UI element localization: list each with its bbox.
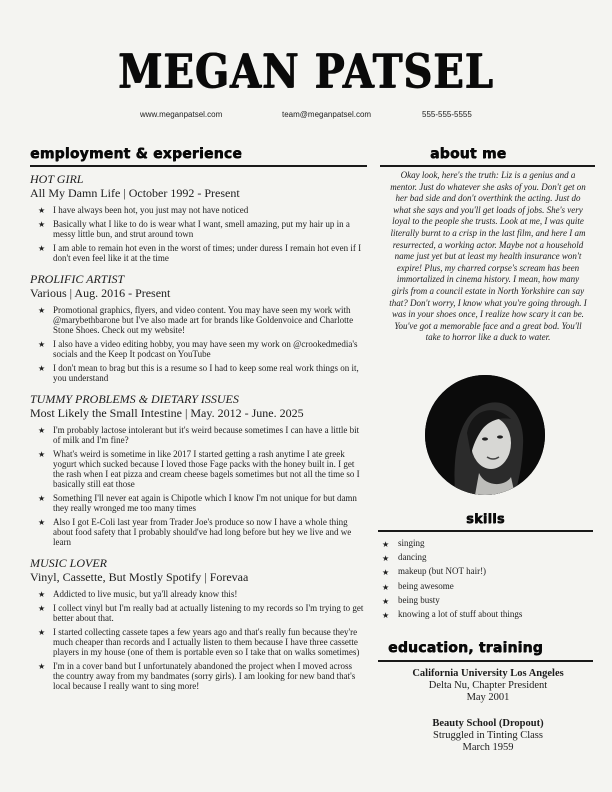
education-detail: Delta Nu, Chapter President	[428, 680, 548, 691]
star-icon: ★	[38, 244, 46, 253]
job-subtitle: Most Likely the Small Intestine | May. 2012 - June. 2025	[30, 406, 304, 420]
job-entry	[30, 556, 365, 691]
skill-text: makeup (but NOT hair!)	[398, 566, 487, 577]
skill-text: being awesome	[398, 580, 454, 591]
bullet-item	[30, 493, 365, 513]
skills-list	[380, 536, 600, 621]
bullet-item	[30, 589, 365, 599]
job-title: TUMMY PROBLEMS & DIETARY ISSUES	[30, 392, 239, 406]
job-entry	[30, 272, 365, 383]
bullet-item	[30, 603, 365, 623]
bullet-item	[30, 339, 365, 359]
job-bullets	[30, 205, 365, 263]
skill-item	[380, 550, 600, 564]
skill-item	[380, 564, 600, 578]
bullet-text: I collect vinyl but I'm really bad at actually listening to my records so I'm trying to get better about that.	[53, 603, 364, 623]
job-entry	[30, 172, 365, 263]
skill-text: knowing a lot of stuff about things	[398, 609, 523, 620]
skill-text: singing	[398, 538, 425, 548]
star-icon: ★	[382, 582, 390, 592]
bullet-text: I am able to remain hot even in the worst of times; under duress I remain hot even if I don't even feel like it at the time	[53, 243, 362, 263]
job-subtitle: All My Damn Life | October 1992 - Present	[30, 186, 240, 200]
employment-section	[30, 172, 365, 700]
star-icon: ★	[38, 450, 46, 459]
employment-rule	[30, 165, 367, 167]
bullet-item	[30, 363, 365, 383]
job-bullets	[30, 589, 365, 691]
resume-name: MEGAN PATSEL	[118, 44, 494, 100]
about-text: Okay look, here's the truth: Liz is a genius and a mentor. Just do whatever she asks of you. Don't get on her bad side and don't overthink the acting. Just do what she says and you'll get loads of jobs. She's very loyal to the people she trusts. Look at me, I was quite literally burnt to a crisp in the last film, and here I am resurrected, a working actor. Maybe not a household name just yet but at least my health insurance won't expire! Plus, my charred corpse's scream has been immortalized in cinema history. I mean, how many girls from a council estate in North Yorkshire can say that? Don't worry, I know what you're going through. I was in your shoes once, I realize how scary it can be. You've got a memorable face and a great bod. You'll take to horror like a duck to water.	[389, 170, 587, 343]
star-icon: ★	[382, 611, 390, 621]
bullet-item	[30, 305, 365, 335]
job-title: PROLIFIC ARTIST	[30, 272, 125, 286]
star-icon: ★	[382, 596, 390, 606]
star-icon: ★	[38, 206, 46, 215]
bullet-text: I'm in a cover band but I unfortunately abandoned the project when I moved across the country away from my bandmates (sorry girls). I am looking for new band that's local because I really want to sing more!	[53, 661, 356, 691]
about-rule	[380, 165, 595, 167]
education-heading: education, training	[388, 640, 543, 656]
star-icon: ★	[38, 628, 46, 637]
star-icon: ★	[382, 568, 390, 578]
job-bullets	[30, 425, 365, 547]
education-school: California University Los Angeles	[412, 668, 564, 679]
star-icon: ★	[38, 426, 46, 435]
bullet-text: Basically what I like to do is wear what I want, smell amazing, put my hair up in a messy little bun, and strut around town	[53, 219, 350, 239]
education-entry	[378, 718, 598, 754]
contact-email: team@meganpatsel.com	[282, 110, 372, 119]
about-heading: about me	[430, 146, 507, 162]
star-icon: ★	[382, 554, 390, 564]
bullet-text: I'm probably lactose intolerant but it's weird because sometimes I can have a little bit of milk and I'm fine?	[53, 425, 360, 445]
skills-rule	[378, 530, 593, 532]
bullet-item	[30, 243, 365, 263]
bullet-text: I started collecting cassete tapes a few years ago and that's really fun because they're much cheaper than records and I actually listen to them because I have three cassette players in my house (one of them is portable even so I take that on walks sometimes)	[53, 627, 360, 657]
job-title: MUSIC LOVER	[30, 556, 107, 570]
portrait-icon	[425, 375, 545, 495]
skill-item	[380, 536, 600, 550]
job-title: HOT GIRL	[30, 172, 84, 186]
star-icon: ★	[38, 590, 46, 599]
bullet-text: Promotional graphics, flyers, and video content. You may have seen my work with @marybethbarone but I've also made art for brands like Goldenvoice and Charlotte Stone Shoes. Check out my website!	[53, 305, 354, 335]
education-entry	[378, 668, 598, 704]
star-icon: ★	[38, 662, 46, 671]
skill-item	[380, 593, 600, 607]
bullet-item	[30, 219, 365, 239]
employment-heading: employment & experience	[30, 146, 242, 162]
skill-item	[380, 607, 600, 621]
star-icon: ★	[38, 364, 46, 373]
education-rule	[378, 660, 593, 662]
job-subtitle: Vinyl, Cassette, But Mostly Spotify | Forevaa	[30, 570, 249, 584]
skill-item	[380, 579, 600, 593]
job-entry	[30, 392, 365, 547]
bullet-text: Also I got E-Coli last year from Trader Joe's produce so now I have a whole thing about food safety that I probably should've had long before but hey we live and we learn	[53, 517, 352, 547]
bullet-text: What's weird is sometime in like 2017 I started getting a rash anytime I ate greek yogurt which sucked because I loved those Fage packs with the honey built in. I get the rash when I eat pizza and cream cheese bagels sometimes but not all the time so I basically still eat those	[53, 449, 360, 489]
bullet-text: Addicted to live music, but ya'll already know this!	[53, 589, 238, 599]
bullet-text: I also have a video editing hobby, you may have seen my work on @crookedmedia's socials and the Keep It podcast on YouTube	[53, 339, 358, 359]
bullet-item	[30, 517, 365, 547]
contact-website: www.meganpatsel.com	[140, 110, 223, 119]
star-icon: ★	[38, 494, 46, 503]
job-subtitle: Various | Aug. 2016 - Present	[30, 286, 171, 300]
education-date: March 1959	[462, 742, 514, 753]
star-icon: ★	[38, 306, 46, 315]
contact-phone: 555-555-5555	[422, 110, 472, 119]
bullet-item	[30, 205, 365, 215]
bullet-item	[30, 661, 365, 691]
skills-heading: skills	[466, 512, 505, 527]
bullet-text: Something I'll never eat again is Chipotle which I know I'm not unique for but damn they really wronged me too many times	[53, 493, 357, 513]
bullet-item	[30, 449, 365, 489]
bullet-item	[30, 627, 365, 657]
bullet-text: I have always been hot, you just may not have noticed	[53, 205, 249, 215]
star-icon: ★	[38, 340, 46, 349]
skill-text: being busty	[398, 594, 440, 605]
star-icon: ★	[382, 540, 390, 549]
star-icon: ★	[38, 604, 46, 613]
star-icon: ★	[38, 220, 46, 229]
bullet-text: I don't mean to brag but this is a resume so I had to keep some real work things on it, you understand	[53, 363, 359, 383]
bullet-item	[30, 425, 365, 445]
education-date: May 2001	[466, 692, 510, 703]
portrait-photo	[425, 375, 545, 495]
education-school: Beauty School (Dropout)	[432, 718, 544, 729]
job-bullets	[30, 305, 365, 383]
star-icon: ★	[38, 518, 46, 527]
education-detail: Struggled in Tinting Class	[433, 730, 543, 741]
skill-text: dancing	[398, 552, 427, 563]
